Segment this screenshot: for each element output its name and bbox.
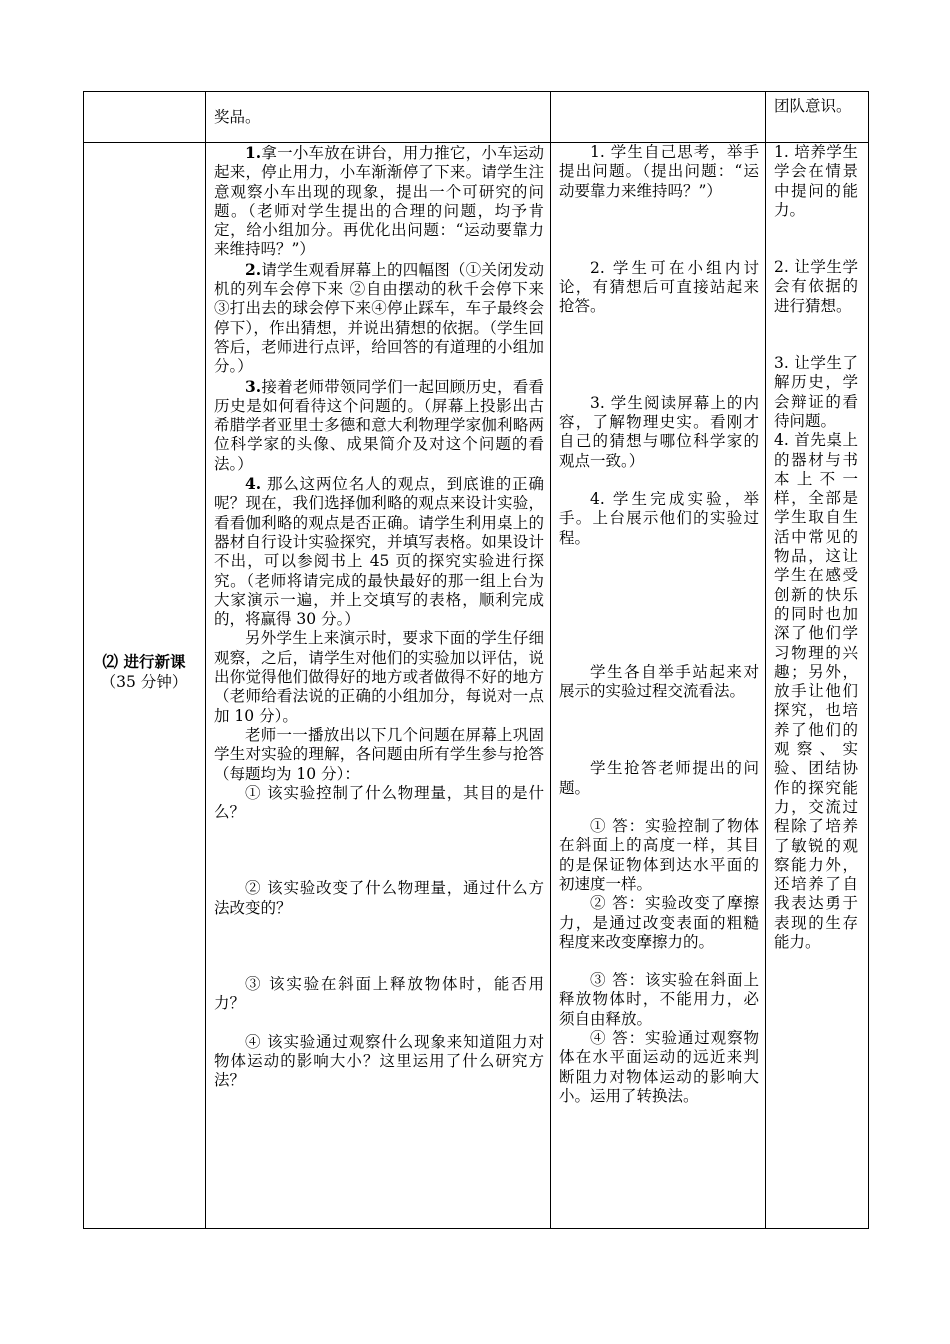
teacher-question-1: ① 该实验控制了什么物理量，其目的是什么？ [214, 783, 544, 822]
student-answer-4: ④ 答：实验通过观察物体在水平面运动的远近来判断阻力对物体运动的影响大小。运用了转换法。 [559, 1029, 759, 1105]
top-row-purpose-cell [774, 97, 858, 116]
teacher-question-4: ④ 该实验通过观察什么现象来知道阻力对物体运动的影响大小？这里运用了什么研究方法？ [214, 1032, 544, 1090]
teacher-activity-cell [214, 143, 544, 1090]
student-step-5: 学生各自举手站起来对展示的实验过程交流看法。 [559, 662, 759, 701]
top-row-teacher-cell [214, 108, 544, 127]
student-step-1: 1. 学生自己思考，举手提出问题。（提出问题：“运动要靠力来维持吗？”） [559, 143, 759, 200]
teacher-step-6: 老师一一播放出以下几个问题在屏幕上巩固学生对实验的理解，各问题由所有学生参与抢答（每题均为 10 分）： [214, 725, 544, 783]
student-answer-2: ② 答：实验改变了摩擦力，是通过改变表面的粗糙程度来改变摩擦力的。 [559, 894, 759, 951]
teacher-step-2: 2.请学生观看屏幕上的四幅图（①关闭发动机的列车会停下来 ②自由摆动的秋千会停下来③打出去的球会停下来④停止踩车，车子最终会停下），作出猜想，并说出猜想的依据。（学生回答后，老师进行点评，给回答的有道理的小组加分。） [214, 259, 544, 376]
purpose-1: 1. 培养学生学会在情景中提问的能力。 [774, 143, 858, 219]
purpose-2: 2. 让学生学会有依据的进行猜想。 [774, 258, 858, 315]
student-answer-1: ① 答：实验控制了物体在斜面上的高度一样，其目的是保证物体到达水平面的初速度一样。 [559, 817, 759, 893]
teacher-step-3: 3.接着老师带领同学们一起回顾历史，看看历史是如何看待这个问题的。（屏幕上投影出古希腊学者亚里士多德和意大利物理学家伽利略两位科学家的头像、成果简介及对这个问题的看法。） [214, 376, 544, 473]
purpose-4: 4. 首先桌上的器材与书本上不一样，全部是学生取自生活中常见的物品，这让学生在感受创新的快乐的同时也加深了他们学习物理的兴趣；另外，放手让他们探究，也培养了他们的观察、实验、团结协作的探究能力，交流过程除了培养了敏锐的观察能力外，还培养了自我表达勇于表现的生存能力。 [774, 431, 858, 951]
student-step-4: 4. 学生完成实验，举手。上台展示他们的实验过程。 [559, 489, 759, 547]
purpose-cell [774, 143, 858, 952]
top-row-teacher-text: 奖品。 [214, 108, 261, 126]
teacher-step-5: 另外学生上来演示时，要求下面的学生仔细观察，之后，请学生对他们的实验加以评估，说出你觉得他们做得好的地方或者做得不好的地方（老师给看法说的正确的小组加分，每说对一点加 10 分）。 [214, 629, 544, 725]
column-divider-2 [550, 91, 551, 1229]
table-bottom-border [83, 1228, 869, 1229]
column-divider-1 [205, 91, 206, 1229]
table-top-border [83, 91, 869, 92]
teacher-question-3: ③ 该实验在斜面上释放物体时，能否用力？ [214, 974, 544, 1013]
student-step-2: 2. 学生可在小组内讨论，有猜想后可直接站起来抢答。 [559, 258, 759, 316]
student-step-3: 3. 学生阅读屏幕上的内容，了解物理史实。看刚才自己的猜想与哪位科学家的观点一致。） [559, 393, 759, 470]
teacher-step-4: 4. 那么这两位名人的观点，到底谁的正确呢？现在，我们选择伽利略的观点来设计实验，看看伽利略的观点是否正确。请学生利用桌上的器材自行设计实验探究，并填写表格。如果设计不出，可以参阅书上 45 页的探究实验进行探究。（老师将请完成的最快最好的那一组上台为大家演示一遍，并上交填写的表格，顺利完成的，将赢得 30 分。） [214, 474, 544, 629]
purpose-3: 3. 让学生了解历史，学会辩证的看待问题。 [774, 354, 858, 430]
top-row-purpose-text: 团队意识。 [774, 97, 852, 115]
teacher-question-2: ② 该实验改变了什么物理量，通过什么方法改变的？ [214, 879, 544, 917]
student-activity-cell [559, 143, 759, 1106]
student-answer-3: ③ 答：该实验在斜面上释放物体时，不能用力，必须自由释放。 [559, 971, 759, 1028]
stage-title: ⑵ 进行新课 [102, 652, 186, 671]
column-divider-3 [765, 91, 766, 1229]
teacher-step-1: 1.拿一小车放在讲台，用力推它，小车运动起来，停止用力，小车渐渐停了下来。请学生注意观察小车出现的现象，提出一个可研究的问题。（老师对学生提出的合理的问题，均予肯定，给小组加分。再优化出问题：“运动要靠力来维持吗？”） [214, 143, 544, 259]
table-right-border [868, 91, 869, 1229]
stage-time: （35 分钟） [100, 673, 188, 691]
stage-cell [83, 652, 205, 692]
student-step-6: 学生抢答老师提出的问题。 [559, 759, 759, 797]
